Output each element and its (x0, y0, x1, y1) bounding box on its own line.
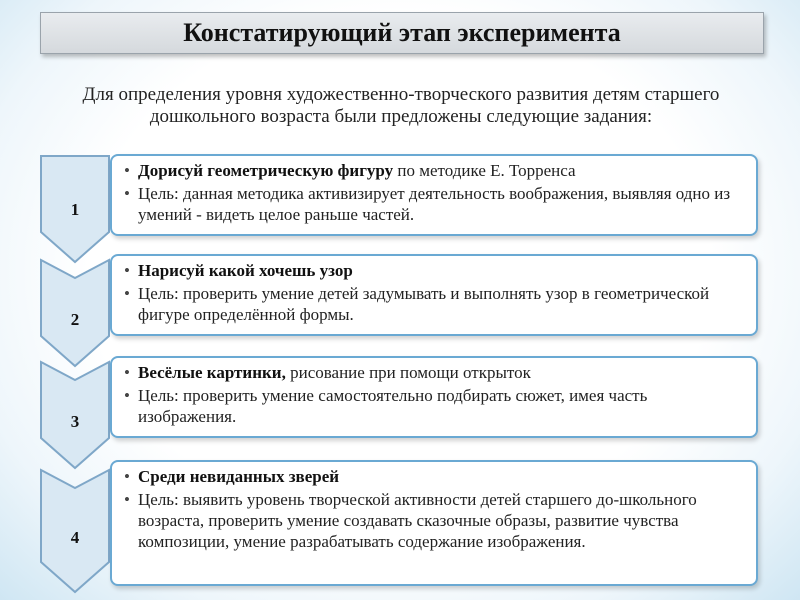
step-card (110, 154, 758, 236)
step-chevron (38, 468, 112, 596)
step-goal: • Цель: выявить уровень творческой активности детей старшего до-школьного возраста, проверить умение создавать сказочные образы, развитие чувства композиции, умение разрабатывать содержание изображения. (122, 489, 742, 552)
step-card (110, 254, 758, 336)
step-task: • Весёлые картинки, рисование при помощи открыток (122, 362, 742, 383)
step-chevron (38, 360, 112, 472)
page-title: Констатирующий этап эксперимента (183, 18, 621, 47)
step-number: 2 (70, 310, 80, 329)
step-number: 4 (70, 528, 80, 547)
step-number: 1 (70, 200, 80, 219)
step-card (110, 460, 758, 586)
step-task: • Нарисуй какой хочешь узор (122, 260, 742, 281)
step-chevron (38, 154, 112, 266)
step-card (110, 356, 758, 438)
title-bar (40, 12, 764, 54)
step-task: • Среди невиданных зверей (122, 466, 742, 487)
step-task: • Дорисуй геометрическую фигуру по методике Е. Торренса (122, 160, 742, 181)
step-number: 3 (70, 412, 80, 431)
intro-text: Для определения уровня художественно-творческого развития детям старшего дошкольного возраста были предложены следующие задания: (82, 84, 720, 127)
step-chevron (38, 258, 112, 370)
step-goal: • Цель: данная методика активизирует деятельность воображения, выявляя одно из умений - видеть целое раньше частей. (122, 183, 742, 225)
step-goal: • Цель: проверить умение детей задумывать и выполнять узор в геометрической фигуре определённой формы. (122, 283, 742, 325)
step-goal: • Цель: проверить умение самостоятельно подбирать сюжет, имея часть изображения. (122, 385, 742, 427)
